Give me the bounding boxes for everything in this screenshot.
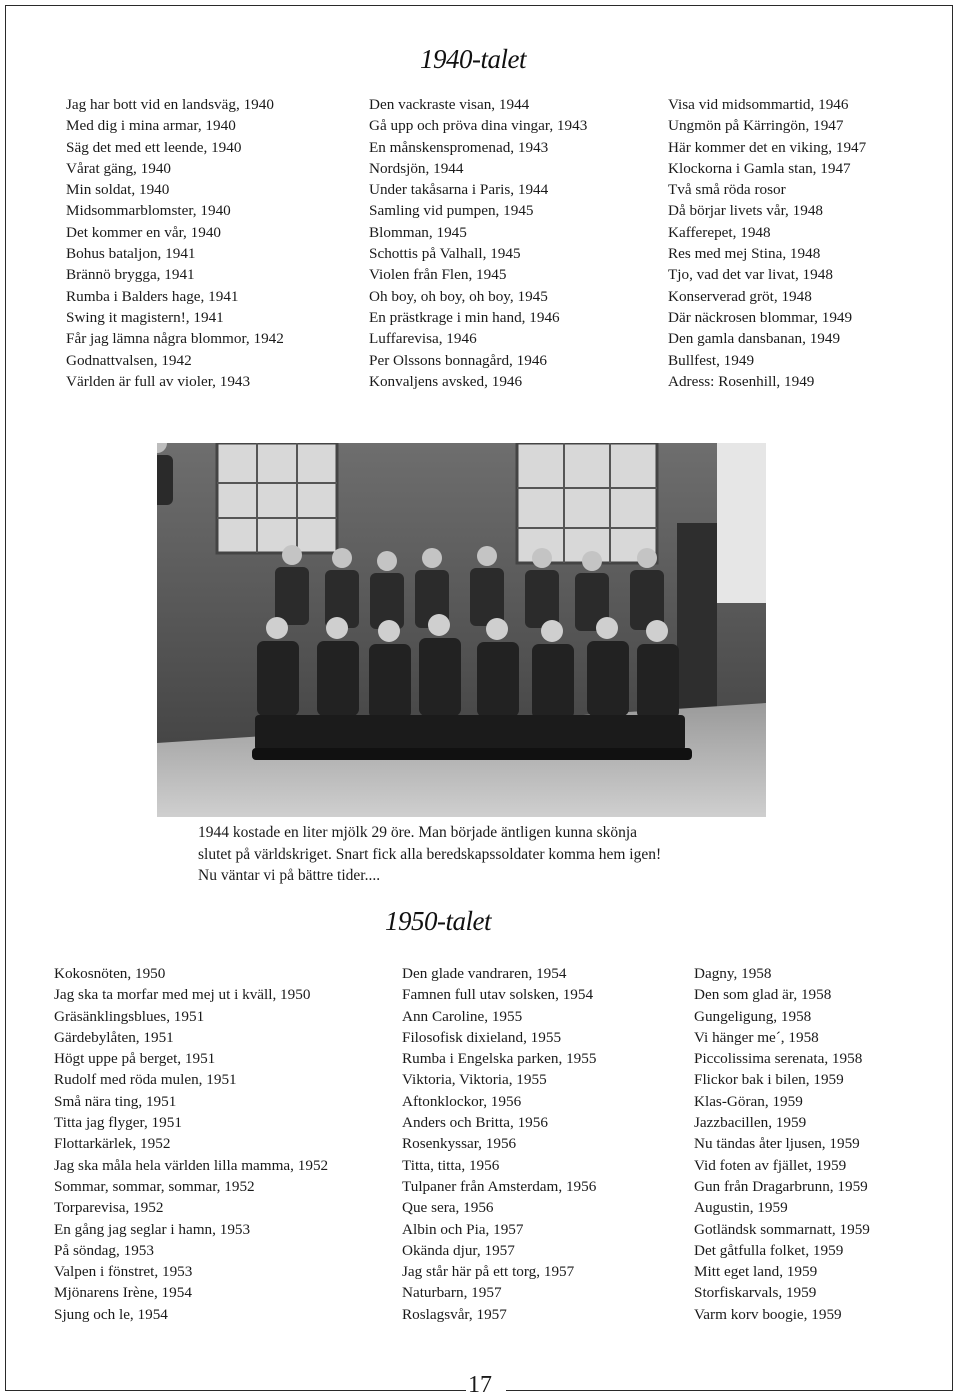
song-title: Får jag lämna några blommor, 1942 [66, 330, 284, 348]
song-title: Mitt eget land, 1959 [694, 1263, 818, 1281]
song-title: Visa vid midsommartid, 1946 [668, 96, 849, 113]
song-title: Flottarkärlek, 1952 [54, 1135, 171, 1153]
song-title: Den gamla dansbanan, 1949 [668, 330, 841, 348]
song-title: Violen från Flen, 1945 [369, 266, 507, 284]
songs-1950s-col2 [402, 963, 596, 1325]
song-title: Små nära ting, 1951 [54, 1092, 177, 1110]
song-title: Anders och Britta, 1956 [402, 1114, 548, 1132]
song-title: Där näckrosen blommar, 1949 [668, 308, 853, 326]
song-title: Jazzbacillen, 1959 [694, 1114, 807, 1132]
song-title: Klockorna i Gamla stan, 1947 [668, 159, 851, 177]
songs-1940s-col2 [369, 94, 587, 392]
song-title: Konvaljens avsked, 1946 [369, 372, 523, 390]
song-title: Den vackraste visan, 1944 [369, 96, 530, 113]
song-title: Ann Caroline, 1955 [402, 1007, 523, 1025]
song-title: Storfiskarvals, 1959 [694, 1284, 817, 1302]
song-title: Res med mej Stina, 1948 [668, 245, 821, 263]
song-title: Luffarevisa, 1946 [369, 330, 477, 348]
song-title: Min soldat, 1940 [66, 181, 170, 199]
song-title: Med dig i mina armar, 1940 [66, 117, 236, 135]
song-title: Mjönarens Irène, 1954 [54, 1284, 192, 1302]
song-title: Gärdebylåten, 1951 [54, 1028, 174, 1046]
song-title: Gun från Dragarbrunn, 1959 [694, 1177, 868, 1195]
song-title: Tjo, vad det var livat, 1948 [668, 266, 833, 284]
song-title: Godnattvalsen, 1942 [66, 351, 192, 369]
song-title: Det kommer en vår, 1940 [66, 223, 222, 241]
songs-1940s-col3 [668, 94, 866, 392]
song-title: Torparevisa, 1952 [54, 1199, 164, 1217]
photo-caption [198, 822, 661, 887]
song-title: En gång jag seglar i hamn, 1953 [54, 1220, 251, 1238]
song-title: Kokosnöten, 1950 [54, 965, 166, 982]
song-title: Vi hänger me´, 1958 [694, 1028, 819, 1046]
song-title: Sjung och le, 1954 [54, 1305, 168, 1323]
song-title: På söndag, 1953 [54, 1241, 154, 1259]
song-title: Den som glad är, 1958 [694, 986, 832, 1004]
song-title: Jag står här på ett torg, 1957 [402, 1263, 575, 1281]
song-title: Blomman, 1945 [369, 223, 467, 241]
song-title: Viktoria, Viktoria, 1955 [402, 1071, 547, 1089]
group-photo [157, 443, 766, 817]
song-title: Rumba i Balders hage, 1941 [66, 287, 239, 305]
song-title: Midsommarblomster, 1940 [66, 202, 231, 220]
song-title: Klas-Göran, 1959 [694, 1092, 803, 1110]
song-title: Okända djur, 1957 [402, 1241, 515, 1259]
songs-1940s-col1 [66, 94, 284, 392]
song-title: Jag ska ta morfar med mej ut i kväll, 1950 [54, 986, 311, 1004]
songs-1950s-col3 [694, 963, 870, 1325]
song-title: Swing it magistern!, 1941 [66, 308, 224, 326]
song-title: Sommar, sommar, sommar, 1952 [54, 1177, 255, 1195]
song-title: Bullfest, 1949 [668, 351, 755, 369]
song-title: Här kommer det en viking, 1947 [668, 138, 867, 156]
heading-1940s: 1940-talet [420, 44, 526, 74]
song-title: En månskenspromenad, 1943 [369, 138, 549, 156]
song-title: Albin och Pia, 1957 [402, 1220, 524, 1238]
song-title: Bohus bataljon, 1941 [66, 245, 196, 263]
song-title: Dagny, 1958 [694, 965, 772, 982]
song-title: Världen är full av violer, 1943 [66, 372, 251, 390]
song-title: Nu tändas åter ljusen, 1959 [694, 1135, 860, 1153]
song-title: Samling vid pumpen, 1945 [369, 202, 534, 220]
song-title: Gotländsk sommarnatt, 1959 [694, 1220, 870, 1238]
song-title: Aftonklockor, 1956 [402, 1092, 522, 1110]
song-title: Högt uppe på berget, 1951 [54, 1050, 216, 1068]
caption-line: 1944 kostade en liter mjölk 29 öre. Man började äntligen kunna skönja [198, 824, 638, 841]
song-title: Piccolissima serenata, 1958 [694, 1050, 863, 1068]
song-title: Säg det med ett leende, 1940 [66, 138, 242, 156]
caption-line: Nu väntar vi på bättre tider.... [198, 867, 381, 884]
caption-line: slutet på världskriget. Snart fick alla beredskapssoldater komma hem igen! [198, 845, 662, 863]
songs-1950s-col1 [54, 963, 328, 1325]
song-title: Augustin, 1959 [694, 1199, 788, 1217]
song-title: Gräsänklingsblues, 1951 [54, 1007, 205, 1025]
song-title: Tulpaner från Amsterdam, 1956 [402, 1177, 597, 1195]
song-title: Vårat gäng, 1940 [66, 159, 172, 177]
song-title: Varm korv boogie, 1959 [694, 1305, 842, 1323]
song-title: Jag ska måla hela världen lilla mamma, 1952 [54, 1156, 329, 1174]
song-title: Brännö brygga, 1941 [66, 266, 195, 284]
song-title: Roslagsvår, 1957 [402, 1305, 507, 1323]
song-title: Que sera, 1956 [402, 1199, 494, 1217]
song-title: Rudolf med röda mulen, 1951 [54, 1071, 237, 1089]
group-photo-soldiers-icon [157, 443, 766, 817]
song-title: Schottis på Valhall, 1945 [369, 245, 521, 263]
song-title: Titta, titta, 1956 [402, 1156, 500, 1174]
song-title: Det gåtfulla folket, 1959 [694, 1241, 844, 1259]
heading-1950s: 1950-talet [385, 906, 491, 936]
song-title: Flickor bak i bilen, 1959 [694, 1071, 844, 1089]
song-title: Jag har bott vid en landsväg, 1940 [66, 96, 274, 113]
song-title: Under takåsarna i Paris, 1944 [369, 181, 549, 199]
song-title: Valpen i fönstret, 1953 [54, 1263, 193, 1281]
song-title: Rumba i Engelska parken, 1955 [402, 1050, 597, 1068]
song-title: Konserverad gröt, 1948 [668, 287, 812, 305]
page-number: 17 [468, 1372, 492, 1398]
song-title: Då börjar livets vår, 1948 [668, 202, 824, 220]
song-title: Kafferepet, 1948 [668, 223, 771, 241]
song-title: Gå upp och pröva dina vingar, 1943 [369, 117, 588, 135]
song-title: En prästkrage i min hand, 1946 [369, 308, 560, 326]
song-title: Adress: Rosenhill, 1949 [668, 372, 815, 390]
song-title: Ungmön på Kärringön, 1947 [668, 117, 844, 135]
song-title: Titta jag flyger, 1951 [54, 1114, 182, 1132]
song-title: Vid foten av fjället, 1959 [694, 1156, 847, 1174]
song-title: Nordsjön, 1944 [369, 159, 464, 177]
song-title: Gungeligung, 1958 [694, 1007, 812, 1025]
song-title: Famnen full utav solsken, 1954 [402, 986, 594, 1004]
song-title: Två små röda rosor [668, 181, 786, 199]
song-title: Oh boy, oh boy, oh boy, 1945 [369, 287, 548, 305]
song-title: Filosofisk dixieland, 1955 [402, 1028, 562, 1046]
song-title: Naturbarn, 1957 [402, 1284, 502, 1302]
song-title: Per Olssons bonnagård, 1946 [369, 351, 548, 369]
song-title: Den glade vandraren, 1954 [402, 965, 567, 982]
song-title: Rosenkyssar, 1956 [402, 1135, 517, 1153]
